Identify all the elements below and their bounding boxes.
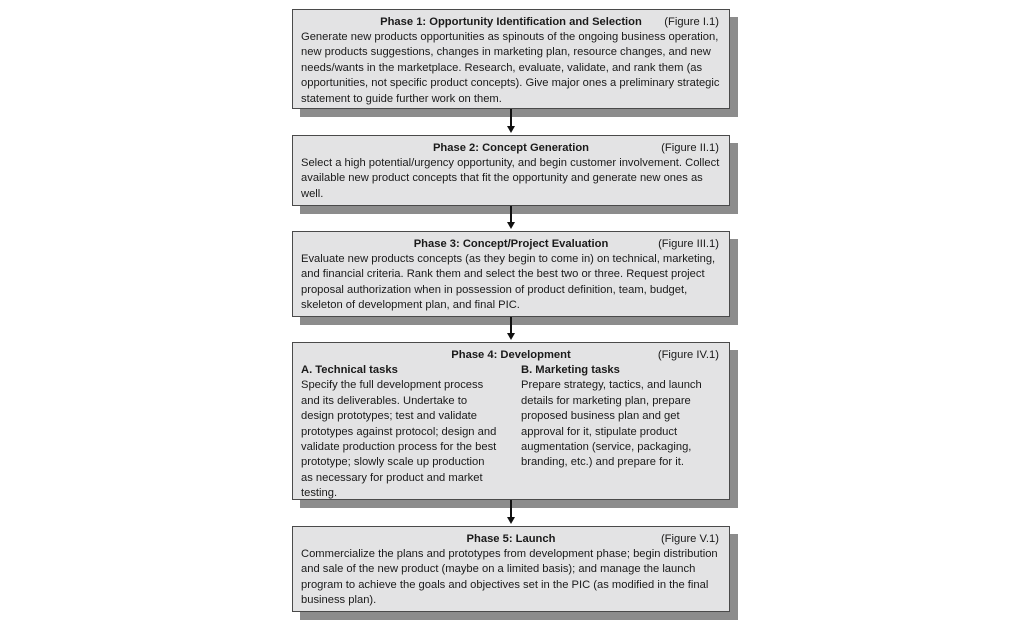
phase-3-header	[301, 237, 721, 252]
phase-4-header	[301, 348, 721, 363]
phase-4-title: Phase 4: Development	[451, 349, 571, 361]
technical-tasks-title: A. Technical tasks	[301, 364, 398, 376]
phase-1-title: Phase 1: Opportunity Identification and Selection	[380, 16, 642, 28]
phase-3-figure-ref: (Figure III.1)	[658, 238, 719, 250]
phase-5-box	[292, 526, 730, 612]
technical-tasks-description: Specify the full development process and its deliverables. Undertake to design prototypes; test and validate prototypes against protocol; design and validate production process for the best prototype; slowly scale up production as necessary for product and market testing.	[301, 379, 497, 500]
phase-1-figure-ref: (Figure I.1)	[664, 16, 719, 28]
phase-3-description: Evaluate new products concepts (as they begin to come in) on technical, marketing, and financial criteria. Rank them and select the best two or three. Request project proposal authorization when in possession of product definition, team, budget, skeleton of development plan, and final PIC.	[301, 253, 716, 312]
arrow-2-to-3-head	[507, 222, 515, 229]
phase-2-box	[292, 135, 730, 206]
phase-2-title: Phase 2: Concept Generation	[432, 142, 590, 154]
phase-3-title: Phase 3: Concept/Project Evaluation	[413, 238, 609, 250]
phase-4-figure-ref: (Figure IV.1)	[657, 349, 719, 361]
arrow-1-to-2-head	[507, 126, 515, 133]
phase-3-box	[292, 231, 730, 317]
arrow-4-to-5	[510, 500, 512, 518]
phase-4-box	[292, 342, 730, 500]
phase-2-header	[301, 141, 721, 156]
marketing-tasks-description: Prepare strategy, tactics, and launch details for marketing plan, prepare proposed business plan and get approval for it, stipulate product augmentation (service, packaging, branding, etc.) and prepare for it.	[521, 379, 702, 469]
technical-tasks-column	[301, 363, 497, 502]
phase-5-figure-ref: (Figure V.1)	[660, 533, 719, 545]
phase-1-description: Generate new products opportunities as spinouts of the ongoing business operation, new products suggestions, changes in marketing plan, resource changes, and new needs/wants in the marketplace. Research, evaluate, validate, and rank them (as opportunities, not specific product concepts). Give major ones a preliminary strategic statement to guide further work on them.	[301, 31, 720, 105]
phase-1-box	[292, 9, 730, 109]
marketing-tasks-title: B. Marketing tasks	[521, 364, 620, 376]
phase-2-figure-ref: (Figure II.1)	[661, 142, 719, 154]
arrow-4-to-5-head	[507, 517, 515, 524]
marketing-tasks-column	[521, 363, 721, 502]
arrow-3-to-4-head	[507, 333, 515, 340]
phase-5-header	[301, 532, 721, 547]
arrow-3-to-4	[510, 317, 512, 334]
phase-5-title: Phase 5: Launch	[466, 533, 556, 545]
arrow-2-to-3	[510, 206, 512, 223]
arrow-1-to-2	[510, 109, 512, 127]
phase-5-description: Commercialize the plans and prototypes from development phase; begin distribution and sale of the new product (maybe on a limited basis); and manage the launch program to achieve the goals and objectives set in the PIC (as modified in the final business plan).	[301, 548, 718, 607]
phase-2-description: Select a high potential/urgency opportunity, and begin customer involvement. Collect available new product concepts that fit the opportunity and generate new ones as well.	[301, 157, 720, 200]
phase-1-header	[301, 15, 721, 30]
phase-4-columns	[301, 363, 721, 502]
